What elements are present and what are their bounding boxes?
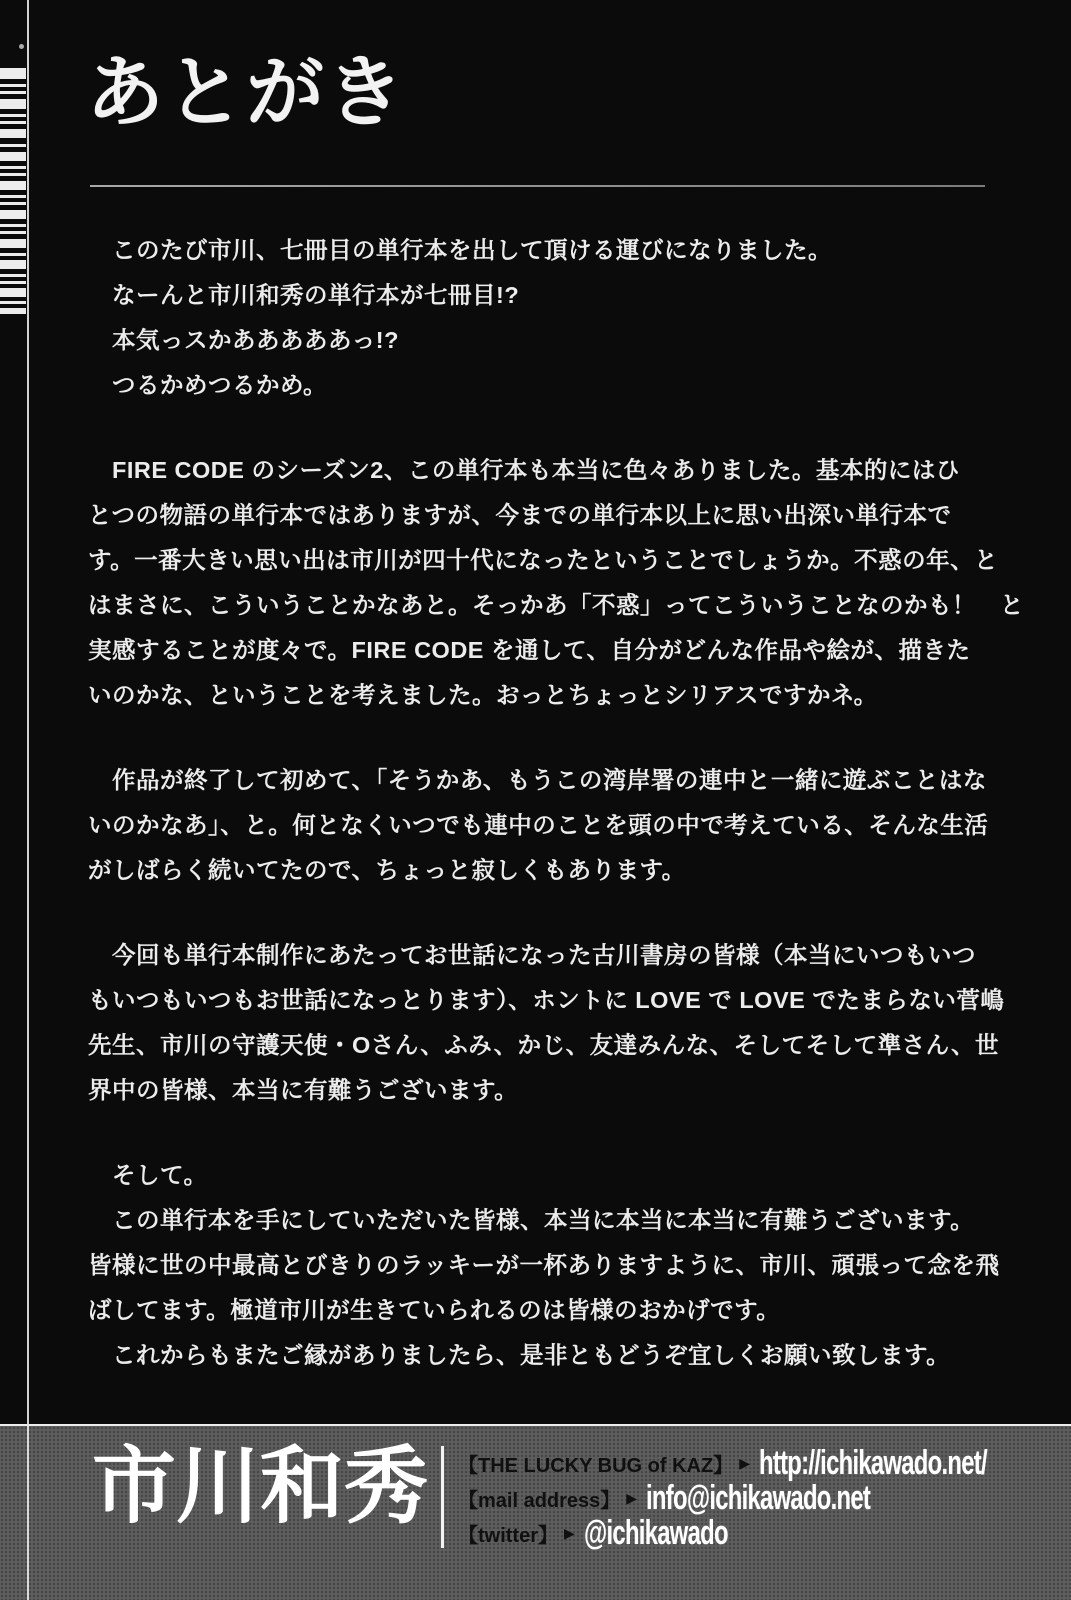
twitter-handle: @ichikawado <box>583 1513 728 1552</box>
paragraph <box>88 933 1005 1113</box>
text-line: 本気っスかあああああっ!? <box>88 327 399 353</box>
text-line: 今回も単行本制作にあたってお世話になった古川書房の皆様（本当にいつもいつ <box>88 942 976 968</box>
text-line: FIRE CODE のシーズン2、この単行本も本当に色々ありました。基本的にはひ <box>88 457 960 483</box>
email-address: info@ichikawado.net <box>646 1478 871 1517</box>
spine-barcode <box>0 68 26 314</box>
website-row <box>458 1443 1071 1482</box>
text-line: そして。 <box>88 1162 208 1188</box>
twitter-label: 【twitter】 <box>458 1524 558 1547</box>
afterword-body <box>88 228 1024 1378</box>
page-title: あとがき <box>86 49 407 136</box>
text-line: いのかなあ」、と。何となくいつでも連中のことを頭の中で考えている、そんな生活 <box>88 812 989 838</box>
text-line: このたび市川、七冊目の単行本を出して頂ける運びになりました。 <box>88 237 832 263</box>
text-line: はまさに、こういうことかなあと。そっかあ「不惑」ってこういうことなのかも！ と <box>88 592 1024 618</box>
paragraph <box>88 228 988 408</box>
text-line: 実感することが度々で。FIRE CODE を通して、自分がどんな作品や絵が、描きた <box>88 637 971 663</box>
footer-divider-line <box>441 1446 444 1548</box>
dust-speck <box>19 44 24 49</box>
footer-panel <box>0 1424 1071 1600</box>
text-line: もいつもいつもお世話になっとります）、ホントに LOVE で LOVE でたまらない菅嶋 <box>88 987 1005 1013</box>
text-line: す。一番大きい思い出は市川が四十代になったということでしょうか。不惑の年、と <box>88 547 999 573</box>
website-label: 【THE LUCKY BUG of KAZ】 <box>458 1454 734 1477</box>
text-line: これからもまたご縁がありましたら、是非ともどうぞ宜しくお願い致します。 <box>88 1342 951 1368</box>
text-line: がしばらく続いてたので、ちょっと寂しくもあります。 <box>88 857 686 883</box>
mail-label: 【mail address】 <box>458 1489 621 1512</box>
text-line: いのかな、ということを考えました。おっとちょっとシリアスですかネ。 <box>88 682 878 708</box>
paragraph <box>88 758 988 893</box>
website-url: http://ichikawado.net/ <box>758 1443 987 1482</box>
text-line: 先生、市川の守護天使・Oさん、ふみ、かじ、友達みんな、そしてそして準さん、世 <box>88 1032 1000 1058</box>
text-line: この単行本を手にしていただいた皆様、本当に本当に本当に有難うございます。 <box>88 1207 975 1233</box>
text-line: 皆様に世の中最高とびきりのラッキーが一杯ありますように、市川、頑張って念を飛 <box>88 1252 1000 1278</box>
text-line: なーんと市川和秀の単行本が七冊目!? <box>88 282 520 308</box>
spine-divider-line <box>27 0 29 1600</box>
text-line: とつの物語の単行本ではありますが、今までの単行本以上に思い出深い単行本で <box>88 502 952 528</box>
text-line: 作品が終了して初めて、「そうかあ、もうこの湾岸署の連中と一緒に遊ぶことはな <box>88 767 987 793</box>
paragraph <box>88 1153 1000 1378</box>
arrow-right-icon: ▶ <box>626 1490 638 1506</box>
text-line: ばしてます。極道市川が生きていられるのは皆様のおかげです。 <box>88 1297 781 1323</box>
twitter-row <box>458 1513 1071 1552</box>
text-line: 界中の皆様、本当に有難うございます。 <box>88 1077 519 1103</box>
author-name: 市川和秀 <box>92 1441 429 1534</box>
text-line: つるかめつるかめ。 <box>88 372 328 398</box>
mail-row <box>458 1478 1071 1517</box>
arrow-right-icon: ▶ <box>739 1455 750 1471</box>
arrow-right-icon: ▶ <box>564 1525 575 1541</box>
paragraph <box>88 448 1024 718</box>
contact-links <box>458 1443 1071 1552</box>
title-rule <box>90 185 985 187</box>
